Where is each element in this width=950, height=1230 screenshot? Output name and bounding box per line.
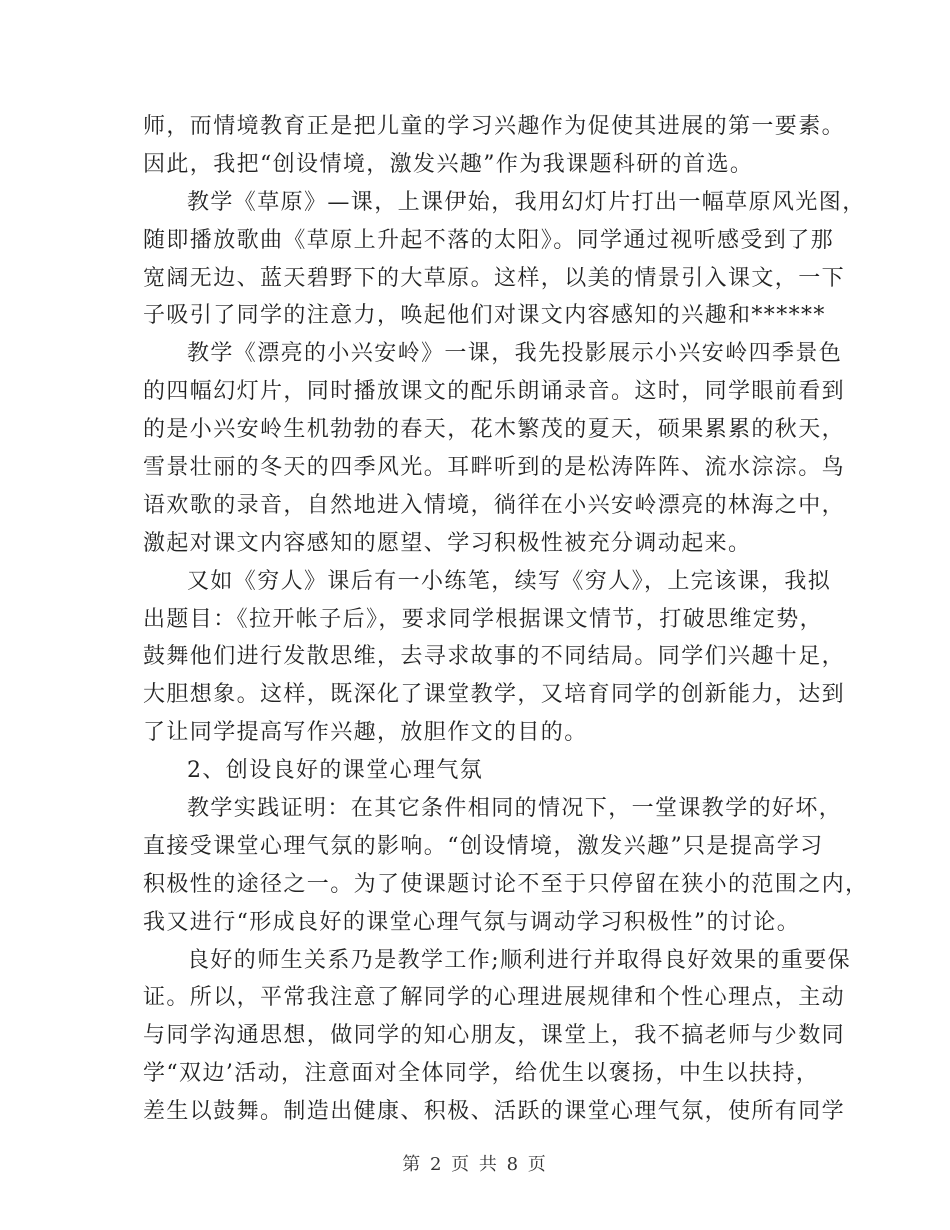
text-line: 证。所以，平常我注意了解同学的心理进展规律和个性心理点，主动 — [143, 985, 846, 1011]
text-line: 教学《漂亮的小兴安岭》一课，我先投影展示小兴安岭四季景色 — [187, 341, 843, 367]
text-line: 因此，我把“创设情境，激发兴趣”作为我课题科研的首选。 — [143, 151, 754, 177]
section-heading: 2、创设良好的课堂心理气氛 — [187, 758, 484, 784]
text-line: 教学《草原》—课，上课伊始，我用幻灯片打出一幅草原风光图， — [187, 189, 866, 215]
text-line: 的四幅幻灯片，同时播放课文的配乐朗诵录音。这时，同学眼前看到 — [143, 379, 846, 405]
text-line: 随即播放歌曲《草原上升起不落的太阳》。同学通过视听感受到了那 — [143, 227, 835, 253]
text-line: 鼓舞他们进行发散思维，去寻求故事的不同结局。同学们兴趣十足， — [143, 644, 846, 670]
text-line: 激起对课文内容感知的愿望、学习积极性被充分调动起来。 — [143, 530, 752, 556]
text-line: 积极性的途径之一。为了使课题讨论不至于只停留在狭小的范围之内， — [143, 871, 869, 897]
text-line: 了让同学提高写作兴趣，放胆作文的目的。 — [143, 720, 588, 746]
text-line: 大胆想象。这样，既深化了课堂教学，又培育同学的创新能力，达到 — [143, 682, 846, 708]
text-line: 雪景壮丽的冬天的四季风光。耳畔听到的是松涛阵阵、流水淙淙。鸟 — [143, 455, 846, 481]
text-line: 出题目：《拉开帐子后》，要求同学根据课文情节，打破思维定势， — [143, 606, 824, 632]
text-line: 教学实践证明：在其它条件相同的情况下，一堂课教学的好坏， — [187, 796, 843, 822]
text-line: 的是小兴安岭生机勃勃的春天，花木繁茂的夏天，硕果累累的秋天， — [143, 417, 846, 443]
text-line: 我又进行“形成良好的课堂心理气氛与调动学习积极性”的讨论。 — [143, 909, 801, 935]
text-line: 良好的师生关系乃是教学工作;顺利进行并取得良好效果的重要保 — [187, 947, 852, 973]
text-line: 宽阔无边、蓝天碧野下的大草原。这样，以美的情景引入课文，一下 — [143, 265, 846, 291]
text-line: 子吸引了同学的注意力，唤起他们对课文内容感知的兴趣和****** — [143, 303, 826, 329]
text-line: 差生以鼓舞。制造出健康、积极、活跃的课堂心理气氛，使所有同学 — [143, 1099, 846, 1125]
body-text — [143, 108, 869, 1131]
text-line: 学“双边’活动，注意面对全体同学，给优生以褒扬，中生以扶持， — [143, 1061, 820, 1087]
text-line: 语欢歌的录音，自然地进入情境，徜徉在小兴安岭漂亮的林海之中， — [143, 492, 846, 518]
text-line: 又如《穷人》课后有一小练笔，续写《穷人》，上完该课，我拟 — [187, 568, 832, 594]
page-number-footer: 第 2 页 共 8 页 — [402, 1154, 548, 1175]
text-line: 直接受课堂心理气氛的影响。“创设情境，激发兴趣”只是提高学习 — [143, 833, 824, 859]
text-line: 与同学沟通思想，做同学的知心朋友，课堂上，我不搞老师与少数同 — [143, 1023, 846, 1049]
text-line: 师，而情境教育正是把儿童的学习兴趣作为促使其进展的第一要素。 — [143, 114, 846, 139]
